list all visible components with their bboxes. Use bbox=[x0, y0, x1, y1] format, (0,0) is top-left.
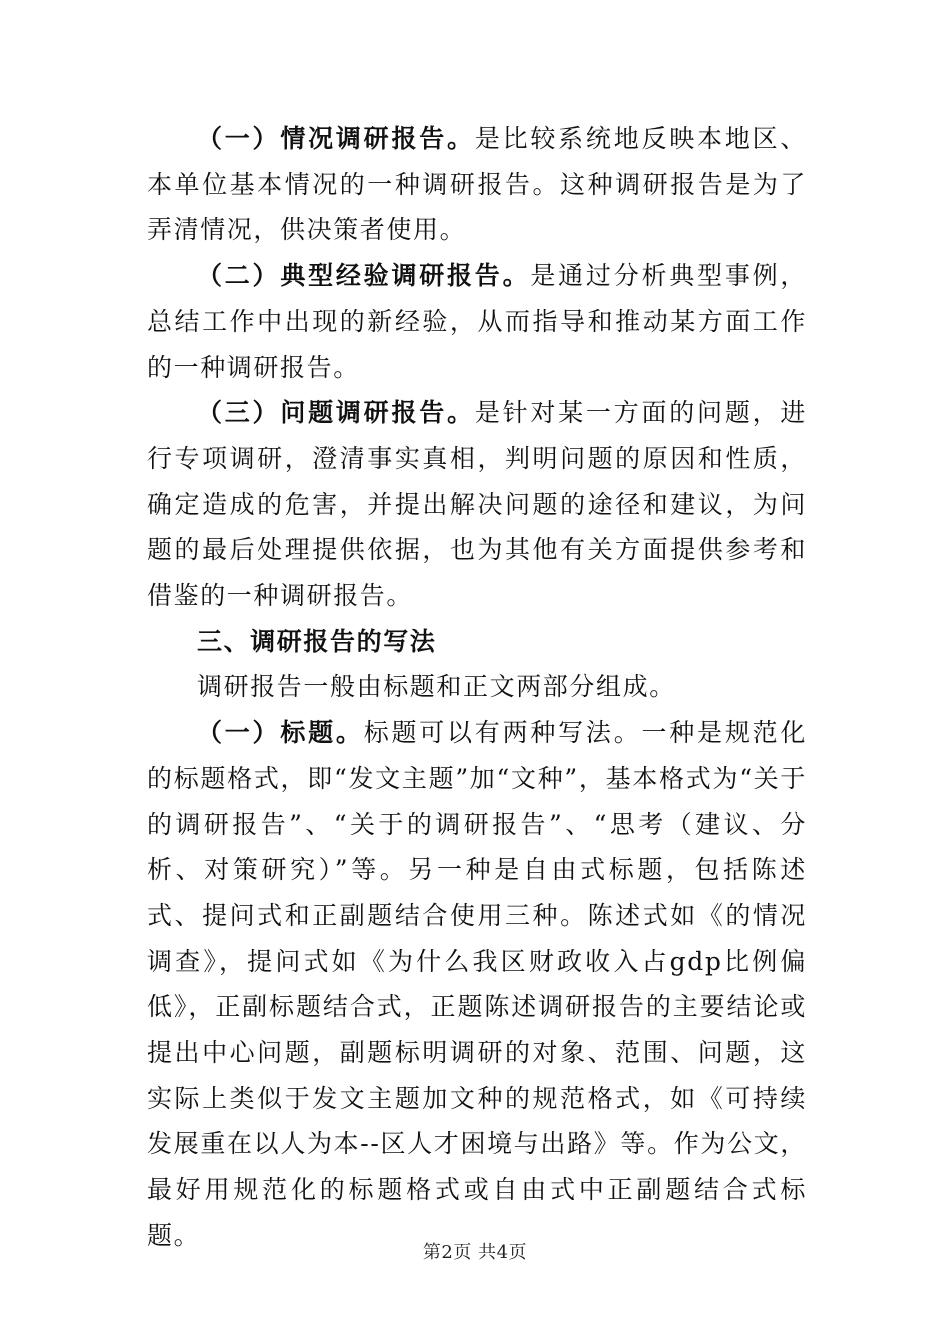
page-footer bbox=[0, 1238, 950, 1264]
paragraph-situation-report bbox=[147, 116, 807, 253]
paragraph-title-section bbox=[147, 710, 807, 1258]
section-intro: 调研报告一般由标题和正文两部分组成。 bbox=[197, 672, 676, 702]
paragraph-typical-experience-report bbox=[147, 253, 807, 390]
paragraph-lead: （一）情况调研报告。 bbox=[197, 124, 475, 153]
document-body bbox=[147, 116, 807, 1259]
page-number: 第2页 bbox=[422, 1242, 472, 1263]
paragraph-lead: （一）标题。 bbox=[197, 718, 364, 748]
paragraph-text: 标题可以有两种写法。一种是规范化的标题格式，即“发文主题”加“文种”，基本格式为“关于的调研报告”、“关于的调研报告”、“思考（建议、分析、对策研究）”等。另一种是自由式标题，包括陈述式、提问式和正副题结合使用三种。陈述式如《的情况调查》，提问式如《为什么我区财政收入占gdp比例偏低》，正副标题结合式，正题陈述调研报告的主要结论或提出中心问题，副题标明调研的对象、范围、问题，这实际上类似于发文主题加文种的规范格式，如《可持续发展重在以人为本--区人才困境与出路》等。作为公文，最好用规范化的标题格式或自由式中正副题结合式标题。 bbox=[147, 718, 807, 1250]
paragraph-text: 是针对某一方面的问题，进行专项调研，澄清事实真相，判明问题的原因和性质，确定造成的危害，并提出解决问题的途径和建议，为问题的最后处理提供依据，也为其他有关方面提供参考和借鉴的一种调研报告。 bbox=[147, 398, 807, 611]
section-heading: 三、调研报告的写法 bbox=[197, 626, 437, 656]
paragraph-text: 是通过分析典型事例，总结工作中出现的新经验，从而指导和推动某方面工作的一种调研报告。 bbox=[147, 261, 807, 382]
paragraph-lead: （二）典型经验调研报告。 bbox=[197, 261, 531, 291]
page-total: 共4页 bbox=[478, 1242, 528, 1263]
paragraph-lead: （三）问题调研报告。 bbox=[197, 398, 475, 428]
paragraph-problem-report bbox=[147, 390, 807, 619]
paragraph-text: 是比较系统地反映本地区、本单位基本情况的一种调研报告。这种调研报告是为了弄清情况，供决策者使用。 bbox=[147, 124, 807, 245]
